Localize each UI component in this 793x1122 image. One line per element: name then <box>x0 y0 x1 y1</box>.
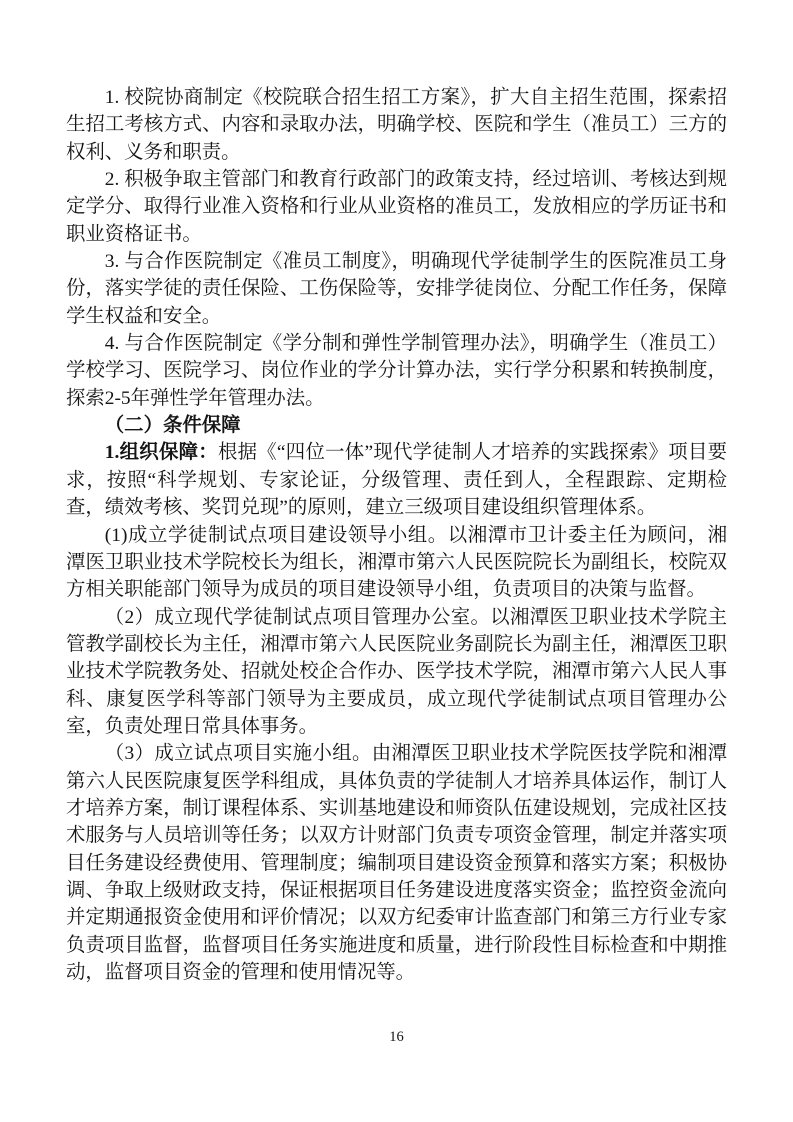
paragraph: （2）成立现代学徒制试点项目管理办公室。以湘潭医卫职业技术学院主管教学副校长为主任，湘潭市第六人民医院业务副院长为副主任，湘潭医卫职业技术学院教务处、招就处校企合作办、医学技术学院，湘潭市第六人民人事科、康复医学科等部门领导为主要成员，成立现代学徒制试点项目管理办公室，负责处理日常具体事务。 <box>66 606 727 737</box>
paragraph-bold-lead: 1.组织保障： <box>104 442 218 464</box>
paragraph: 1.组织保障：根据《“四位一体”现代学徒制人才培养的实践探索》项目要求，按照“科学规划、专家论证，分级管理、责任到人，全程跟踪、定期检查，绩效考核、奖罚兑现”的原则，建立三级项目建设组织管理体系。 <box>66 442 727 519</box>
page-number: 16 <box>389 1029 404 1045</box>
section-heading: （二）条件保障 <box>104 415 241 437</box>
document-body <box>66 84 727 986</box>
paragraph: 2. 积极争取主管部门和教育行政部门的政策支持，经过培训、考核达到规定学分、取得行业准入资格和行业从业资格的准员工，发放相应的学历证书和职业资格证书。 <box>66 169 727 245</box>
paragraph: 1. 校院协商制定《校院联合招生招工方案》，扩大自主招生范围，探索招生招工考核方式、内容和录取办法，明确学校、医院和学生（准员工）三方的权利、义务和职责。 <box>66 87 727 163</box>
paragraph: （3）成立试点项目实施小组。由湘潭医卫职业技术学院医技学院和湘潭第六人民医院康复医学科组成，具体负责的学徒制人才培养具体运作，制订人才培养方案，制订课程体系、实训基地建设和师资队伍建设规划，完成社区技术服务与人员培训等任务；以双方计财部门负责专项资金管理，制定并落实项目任务建设经费使用、管理制度；编制项目建设资金预算和落实方案；积极协调、争取上级财政支持，保证根据项目任务建设进度落实资金；监控资金流向并定期通报资金使用和评价情况；以双方纪委审计监查部门和第三方行业专家负责项目监督，监督项目任务实施进度和质量，进行阶段性目标检查和中期推动，监督项目资金的管理和使用情况等。 <box>66 743 727 983</box>
paragraph: 3. 与合作医院制定《准员工制度》，明确现代学徒制学生的医院准员工身份，落实学徒的责任保险、工伤保险等，安排学徒岗位、分配工作任务，保障学生权益和安全。 <box>66 251 727 327</box>
page-footer <box>0 1028 793 1046</box>
paragraph: 4. 与合作医院制定《学分制和弹性学制管理办法》，明确学生（准员工）学校学习、医院学习、岗位作业的学分计算办法，实行学分积累和转换制度，探索2-5年弹性学年管理办法。 <box>66 333 727 409</box>
paragraph: (1)成立学徒制试点项目建设领导小组。以湘潭市卫计委主任为顾问，湘潭医卫职业技术学院校长为组长，湘潭市第六人民医院院长为副组长，校院双方相关职能部门领导为成员的项目建设领导小组，负责项目的决策与监督。 <box>66 524 727 601</box>
